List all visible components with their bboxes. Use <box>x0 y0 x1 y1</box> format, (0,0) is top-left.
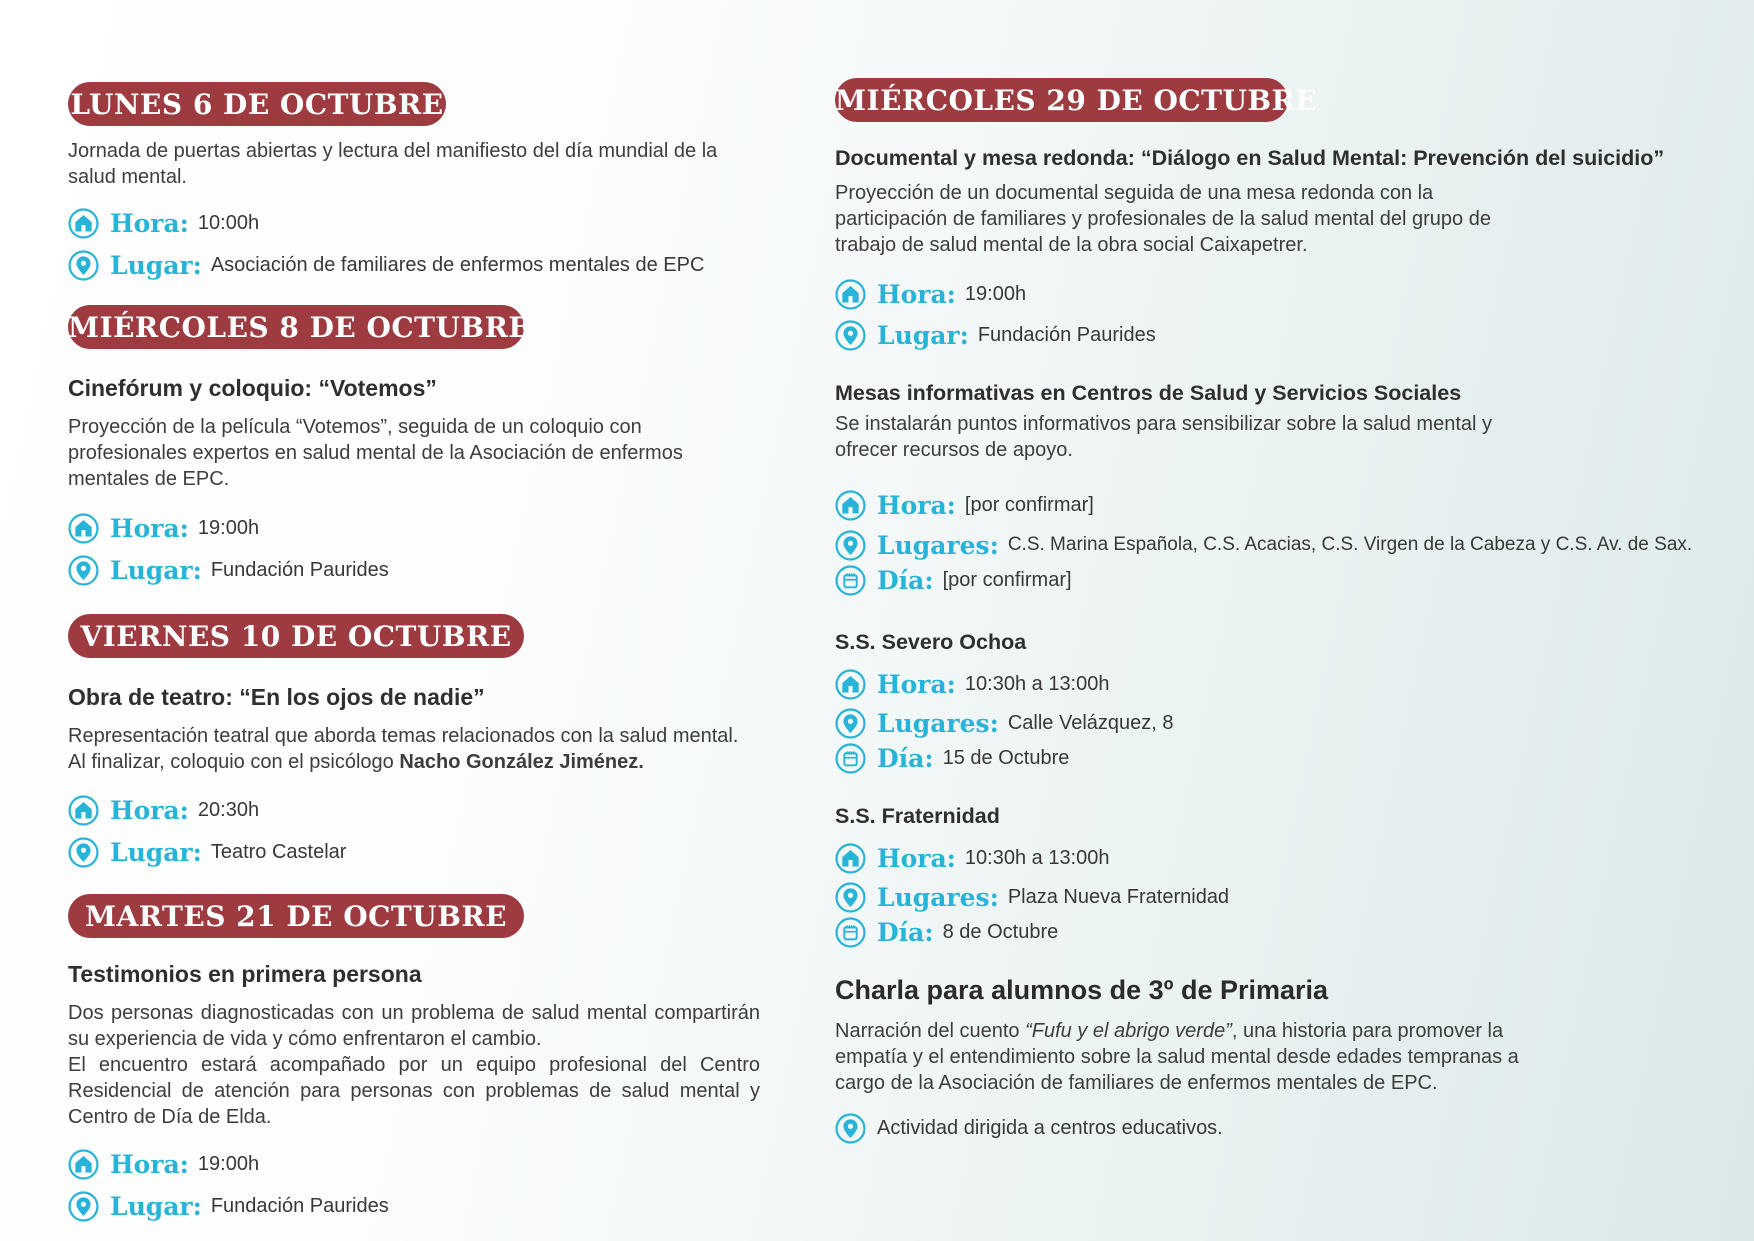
event-paragraph: El encuentro estará acompañado por un equipo profesional del Centro Residencial de atención para personas con problemas de salud mental y Centro de Día de Elda. <box>68 1054 760 1128</box>
calendar-icon <box>835 565 866 596</box>
note-text: Actividad dirigida a centros educativos. <box>877 1116 1223 1139</box>
ribbon-label: LUNES 6 DE OCTUBRE <box>70 88 444 121</box>
detail-value: Plaza Nueva Fraternidad <box>1007 885 1230 908</box>
house-icon <box>68 795 99 826</box>
date-ribbon-martes-21 <box>68 894 524 938</box>
event-title: Documental y mesa redonda: “Diálogo en Salud Mental: Prevención del suicidio” <box>835 146 1665 170</box>
ribbon-label: MIÉRCOLES 29 DE OCTUBRE <box>835 84 1318 117</box>
detail-label: Lugares: <box>877 708 999 738</box>
house-icon <box>68 513 99 544</box>
event-description: Se instalarán puntos informativos para sensibilizar sobre la salud mental y ofrecer recursos de apoyo. <box>835 413 1493 461</box>
detail-value: C.S. Marina Española, C.S. Acacias, C.S. Virgen de la Cabeza y C.S. Av. de Sax. <box>1007 534 1693 555</box>
detail-label: Hora: <box>110 795 189 825</box>
detail-value: 10:30h a 13:00h <box>964 846 1110 869</box>
date-ribbon-lunes-6 <box>68 82 446 126</box>
date-ribbon-miercoles-29 <box>835 78 1318 122</box>
detail-label: Hora: <box>110 208 189 238</box>
detail-value: 8 de Octubre <box>942 920 1059 943</box>
event-title: Obra de teatro: “En los ojos de nadie” <box>68 684 485 710</box>
detail-value: 19:00h <box>964 282 1027 305</box>
note-row <box>835 1112 1535 1144</box>
location-pin-icon <box>835 530 866 561</box>
location-pin-icon <box>835 320 866 351</box>
calendar-icon <box>835 917 866 948</box>
detail-label: Día: <box>877 743 934 773</box>
event-title: S.S. Fraternidad <box>835 804 1000 828</box>
detail-value: 19:00h <box>197 1152 260 1175</box>
speaker-name: Nacho González Jiménez. <box>399 751 644 773</box>
detail-row-lugar <box>68 554 760 586</box>
detail-row-lugar <box>68 836 760 868</box>
description-suffix: , una historia para promover la empatía y el entendimiento sobre la salud mental desde edades tempranas a cargo de la Asociación de familiares de enfermos mentales de EPC. <box>835 1020 1519 1094</box>
detail-value: Fundación Paurides <box>210 558 389 581</box>
right-column <box>835 78 1693 1144</box>
location-pin-icon <box>835 1113 866 1144</box>
location-pin-icon <box>68 555 99 586</box>
house-icon <box>835 279 866 310</box>
event-paragraph: Dos personas diagnosticadas con un problema de salud mental compartirán su experiencia de vida y cómo enfrentaron el cambio. <box>68 1002 760 1050</box>
description-line1: Representación teatral que aborda temas relacionados con la salud mental. <box>68 725 739 747</box>
detail-row-dia <box>835 564 1535 596</box>
house-icon <box>835 669 866 700</box>
event-description: Proyección de la película “Votemos”, seguida de un coloquio con profesionales expertos en salud mental de la Asociación de enfermos mentales de EPC. <box>68 416 683 490</box>
date-ribbon-miercoles-8 <box>68 305 531 349</box>
detail-row-hora <box>68 512 760 544</box>
ribbon-label: MIÉRCOLES 8 DE OCTUBRE <box>68 311 531 344</box>
detail-label: Lugar: <box>110 555 202 585</box>
ribbon-label: VIERNES 10 DE OCTUBRE <box>80 620 512 653</box>
detail-label: Hora: <box>877 669 956 699</box>
detail-row-hora <box>835 668 1535 700</box>
calendar-icon <box>835 743 866 774</box>
detail-value: 20:30h <box>197 798 260 821</box>
event-title: Testimonios en primera persona <box>68 961 422 987</box>
event-description: Proyección de un documental seguida de una mesa redonda con la participación de familiares y profesionales de la salud mental del grupo de trabajo de salud mental de la obra social Caixapetrer. <box>835 182 1491 256</box>
detail-row-lugar <box>835 319 1535 351</box>
detail-label: Día: <box>877 917 934 947</box>
detail-row-lugar <box>68 1190 760 1222</box>
detail-row-lugares <box>835 881 1535 913</box>
detail-label: Lugar: <box>110 837 202 867</box>
location-pin-icon <box>835 882 866 913</box>
date-ribbon-viernes-10 <box>68 614 524 658</box>
detail-label: Lugares: <box>877 882 999 912</box>
location-pin-icon <box>68 250 99 281</box>
event-heading: Charla para alumnos de 3º de Primaria <box>835 975 1329 1005</box>
detail-row-hora <box>68 207 760 239</box>
detail-value: 10:30h a 13:00h <box>964 672 1110 695</box>
detail-label: Hora: <box>877 490 956 520</box>
detail-row-dia <box>835 742 1535 774</box>
description-line2: Al finalizar, coloquio con el psicólogo <box>68 751 400 773</box>
house-icon <box>68 208 99 239</box>
event-title: Mesas informativas en Centros de Salud y Servicios Sociales <box>835 381 1462 405</box>
detail-label: Hora: <box>110 1149 189 1179</box>
detail-row-hora <box>68 1148 760 1180</box>
detail-row-hora <box>835 489 1535 521</box>
event-description <box>68 723 760 775</box>
house-icon <box>835 490 866 521</box>
location-pin-icon <box>68 1191 99 1222</box>
detail-value: Teatro Castelar <box>210 840 347 863</box>
event-title: S.S. Severo Ochoa <box>835 630 1027 654</box>
detail-row-hora <box>835 278 1535 310</box>
detail-label: Día: <box>877 565 934 595</box>
detail-value: Fundación Paurides <box>210 1194 389 1217</box>
detail-label: Hora: <box>877 843 956 873</box>
detail-label: Lugar: <box>110 1191 202 1221</box>
left-column <box>68 82 760 1222</box>
location-pin-icon <box>835 708 866 739</box>
detail-row-lugares <box>835 529 1693 561</box>
event-description <box>835 1018 1535 1096</box>
detail-row-hora <box>835 842 1535 874</box>
detail-value: 10:00h <box>197 211 260 234</box>
detail-value: Calle Velázquez, 8 <box>1007 711 1174 734</box>
house-icon <box>68 1149 99 1180</box>
detail-value: Fundación Paurides <box>977 323 1156 346</box>
detail-value: Asociación de familiares de enfermos mentales de EPC <box>210 253 705 276</box>
detail-row-lugar <box>68 249 760 281</box>
detail-value: [por confirmar] <box>964 493 1094 516</box>
detail-row-hora <box>68 794 760 826</box>
detail-label: Lugar: <box>110 250 202 280</box>
event-description: Jornada de puertas abiertas y lectura del manifiesto del día mundial de la salud mental. <box>68 140 718 188</box>
event-title: Cinefórum y coloquio: “Votemos” <box>68 375 437 401</box>
detail-value: [por confirmar] <box>942 568 1072 591</box>
detail-row-dia <box>835 916 1535 948</box>
detail-row-lugares <box>835 707 1535 739</box>
detail-value: 19:00h <box>197 516 260 539</box>
location-pin-icon <box>68 837 99 868</box>
story-title: “Fufu y el abrigo verde” <box>1025 1020 1232 1042</box>
detail-value: 15 de Octubre <box>942 746 1070 769</box>
detail-label: Hora: <box>877 279 956 309</box>
detail-label: Lugares: <box>877 530 999 560</box>
ribbon-label: MARTES 21 DE OCTUBRE <box>85 900 507 933</box>
detail-label: Lugar: <box>877 320 969 350</box>
detail-label: Hora: <box>110 513 189 543</box>
description-prefix: Narración del cuento <box>835 1020 1026 1042</box>
house-icon <box>835 843 866 874</box>
